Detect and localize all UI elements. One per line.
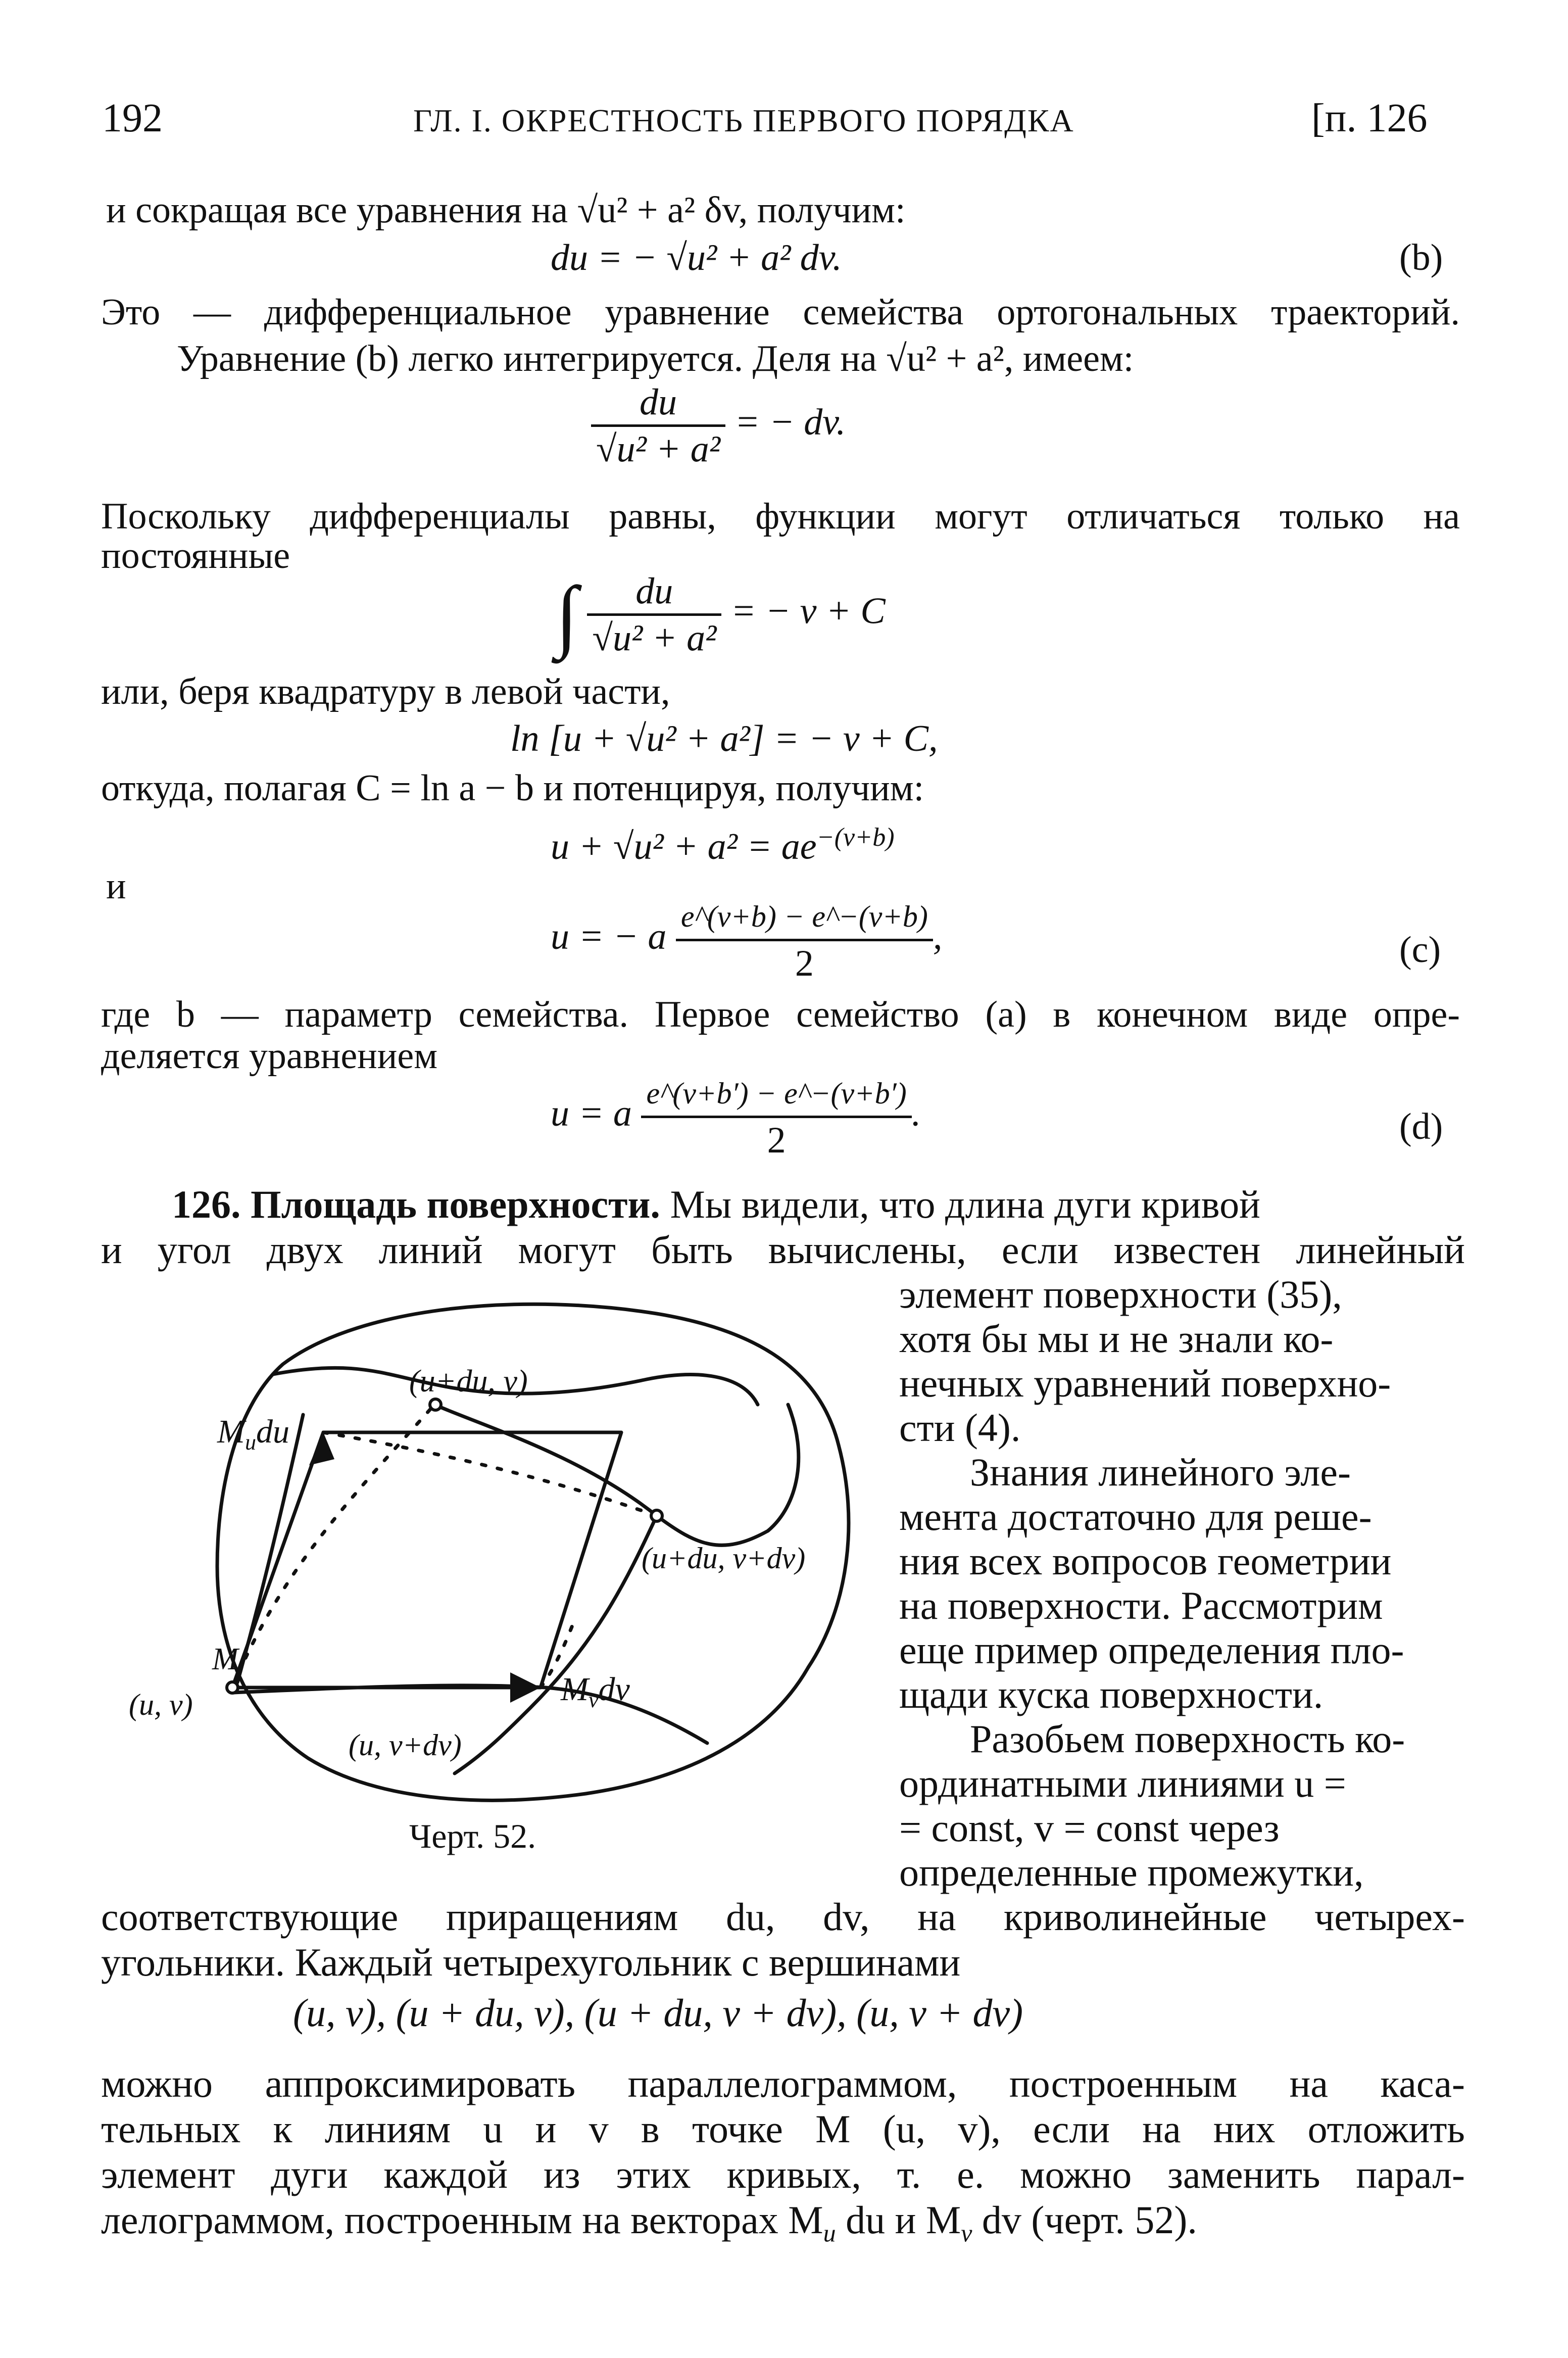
wrap-line-2: хотя бы мы и не знали ко- xyxy=(899,1317,1334,1361)
equation-d-label: (d) xyxy=(1399,1106,1443,1147)
equation-exp-base: u + √u² + a² = ae xyxy=(551,826,817,868)
point-right xyxy=(651,1510,662,1521)
integral-denominator: √u² + a² xyxy=(592,617,717,659)
equation-c-denominator: 2 xyxy=(795,943,814,984)
integral-rhs: = − v + C xyxy=(730,590,886,632)
right-curve xyxy=(434,1405,799,1545)
equation-exp-power: −(v+b) xyxy=(816,823,895,852)
final-line-4-a: лелограммом, построенным на векторах M xyxy=(101,2198,823,2242)
paragraph-4-line-1: Поскольку дифференциалы равны, функции могут отличаться только на xyxy=(101,496,1460,537)
wrap-line-5: Знания линейного эле- xyxy=(970,1450,1351,1494)
page-number: 192 xyxy=(102,96,163,140)
equation-b-label: (b) xyxy=(1399,237,1443,278)
section-heading: 126. Площадь поверхности. xyxy=(172,1182,660,1226)
wrap-line-11: Разобьем поверхность ко- xyxy=(970,1717,1405,1761)
arrow-mvdv xyxy=(510,1672,541,1703)
integral-sign: ∫ xyxy=(556,569,578,660)
equation-b: du = − √u² + a² dv. xyxy=(551,237,842,278)
final-line-4-sub-v: v xyxy=(961,2219,972,2247)
wrap-line-12: ординатными линиями u = xyxy=(899,1761,1346,1805)
paragraph-3: Уравнение (b) легко интегрируется. Деля на √u² + a², имеем: xyxy=(177,338,1134,379)
final-line-3: элемент дуги каждой из этих кривых, т. е. можно заменить парал- xyxy=(101,2152,1465,2196)
section-ref: [п. 126 xyxy=(1311,96,1428,140)
wrap-line-4: сти (4). xyxy=(899,1406,1021,1450)
tail-line-2: угольники. Каждый четырехугольник с вершинами xyxy=(101,1940,961,1984)
fraction-rhs: = − dv. xyxy=(734,401,846,443)
wrap-line-14: определенные промежутки, xyxy=(899,1850,1364,1894)
wrap-line-3: нечных уравнений поверхно- xyxy=(899,1361,1391,1405)
paragraph-5: или, беря квадратуру в левой части, xyxy=(101,671,670,712)
u-curve xyxy=(232,1686,707,1743)
equation-c-lhs: u = − a xyxy=(551,916,667,957)
wrap-line-8: на поверхности. Рассмотрим xyxy=(899,1583,1383,1627)
figure-caption: Черт. 52. xyxy=(409,1817,536,1855)
equation-d-period: . xyxy=(911,1092,921,1134)
equation-d-denominator: 2 xyxy=(767,1120,786,1161)
label-mudu-m: M xyxy=(217,1413,245,1450)
tail-line-1: соответствующие приращениям du, dv, на криволинейные четырех- xyxy=(101,1895,1465,1939)
label-m: M xyxy=(212,1642,238,1676)
paragraph-8-line-1: где b — параметр семейства. Первое семейство (a) в конечном виде опре- xyxy=(101,994,1460,1035)
paragraph-1: и сокращая все уравнения на √u² + a² δv, получим: xyxy=(106,189,906,231)
wrap-line-13: = const, v = const через xyxy=(899,1806,1280,1850)
label-mvdv-dv: dv xyxy=(598,1671,630,1708)
label-mudu-du: du xyxy=(256,1413,289,1450)
vertices-equation: (u, v), (u + du, v), (u + du, v + dv), (u, v + dv) xyxy=(293,1991,1023,2035)
fraction-numerator: du xyxy=(591,380,725,427)
label-mudu xyxy=(217,1410,289,1465)
section-line-2: и угол двух линий могут быть вычислены, если известен линейный xyxy=(101,1228,1465,1272)
label-top: (u+du, v) xyxy=(409,1364,528,1399)
point-m xyxy=(227,1682,238,1693)
wrap-line-10: щади куска поверхности. xyxy=(899,1672,1324,1716)
section-line-1-rest: Мы видели, что длина дуги кривой xyxy=(670,1182,1260,1226)
arrow-mudu xyxy=(309,1432,334,1465)
paragraph-8-line-2: деляется уравнением xyxy=(101,1035,438,1077)
final-line-4-sub-u: u xyxy=(823,2219,836,2247)
paragraph-7: и xyxy=(106,865,126,907)
final-line-4 xyxy=(101,2198,1465,2255)
paragraph-6: откуда, полагая C = ln a − b и потенцируя, получим: xyxy=(101,767,924,809)
label-mvdv-sub: v xyxy=(588,1688,599,1713)
label-mudu-sub: u xyxy=(244,1430,256,1455)
final-line-1: можно аппроксимировать параллелограммом, построенным на каса- xyxy=(101,2061,1465,2105)
paragraph-4-line-2: постоянные xyxy=(101,535,290,576)
wrap-line-1: элемент поверхности (35), xyxy=(899,1272,1342,1316)
equation-ln: ln [u + √u² + a²] = − v + C, xyxy=(510,718,938,759)
label-mvdv xyxy=(561,1667,630,1722)
wrap-line-7: ния всех вопросов геометрии xyxy=(899,1539,1392,1583)
final-line-2: тельных к линиям u и v в точке M (u, v), если на них отложить xyxy=(101,2107,1465,2151)
equation-c-comma: , xyxy=(933,916,943,957)
equation-d-numerator: e^(v+b′) − e^−(v+b′) xyxy=(641,1071,911,1118)
equation-c-numerator: e^(v+b) − e^−(v+b) xyxy=(676,894,933,941)
integral-numerator: du xyxy=(587,569,721,616)
paragraph-2: Это — дифференциальное уравнение семейства ортогональных траекторий. xyxy=(101,292,1460,333)
chapter-title: ГЛ. I. ОКРЕСТНОСТЬ ПЕРВОГО ПОРЯДКА xyxy=(413,103,1074,138)
label-bottom: (u, v+dv) xyxy=(349,1728,462,1762)
equation-c-label: (c) xyxy=(1399,929,1441,971)
wrap-line-6: мента достаточно для реше- xyxy=(899,1495,1372,1538)
final-line-4-c: dv (черт. 52). xyxy=(982,2198,1197,2242)
label-uv: (u, v) xyxy=(129,1688,193,1721)
wrap-line-9: еще пример определения пло- xyxy=(899,1628,1404,1672)
label-right: (u+du, v+dv) xyxy=(642,1542,806,1575)
fraction-denominator: √u² + a² xyxy=(596,428,720,470)
final-line-4-b: du и M xyxy=(846,2198,961,2242)
label-mvdv-m: M xyxy=(561,1671,589,1708)
equation-d-lhs: u = a xyxy=(551,1092,632,1134)
